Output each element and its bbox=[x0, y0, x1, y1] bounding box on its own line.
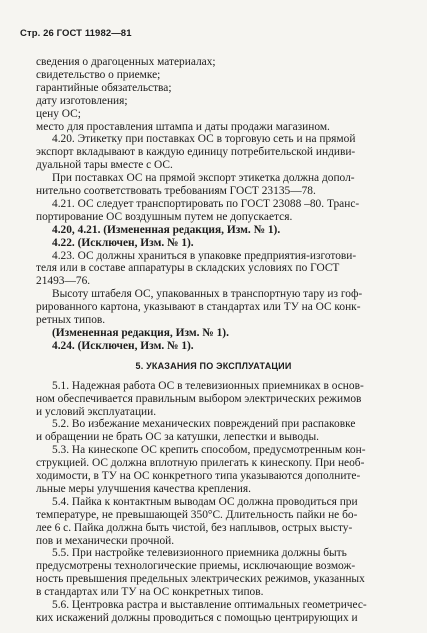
text-line: дату изготовления; bbox=[36, 94, 128, 107]
text-line: и условий эксплуатации. bbox=[36, 405, 157, 418]
text-line: рированного картона, указывают в стандартах или ТУ на ОС конк- bbox=[36, 301, 361, 314]
section-title: 5. УКАЗАНИЯ ПО ЭКСПЛУАТАЦИИ bbox=[135, 360, 292, 371]
text-line: в стандартах или ТУ на ОС конкретных типов. bbox=[36, 586, 264, 599]
text-line: нительно соответствовать требованиям ГОСТ 23135—78. bbox=[36, 185, 316, 197]
text-line: предусмотрены технологические приемы, исключающие возмож- bbox=[36, 560, 356, 573]
text-line: ретных типов. bbox=[36, 314, 106, 326]
text-line: струкцией. ОС должна вплотную прилегать к кинескопу. При необ- bbox=[36, 457, 365, 470]
text-line: 21493—76. bbox=[36, 275, 91, 288]
text-line: портирование ОС воздушным путем не допускается. bbox=[36, 210, 293, 223]
text-line: лее 6 с. Пайка должна быть чистой, без наплывов, острых высту- bbox=[36, 521, 353, 534]
text-line: ходимости, в ТУ на ОС конкретного типа указываются дополните- bbox=[36, 470, 361, 482]
text-line: 4.22. (Исключен, Изм. № 1). bbox=[52, 236, 194, 249]
text-line: ких искажений должны проводиться с помощью центрирующих и bbox=[36, 611, 358, 624]
text-line: 4.23. ОС должны храниться в упаковке предприятия-изготови- bbox=[52, 249, 357, 262]
page-header: Стр. 26 ГОСТ 11982—81 bbox=[20, 28, 132, 39]
text-line: цену ОС; bbox=[36, 107, 81, 120]
text-line: При поставках ОС на прямой экспорт этикетка должна допол- bbox=[52, 172, 355, 185]
text-line: дуальной тары вместе с ОС. bbox=[36, 159, 173, 172]
text-line: льные меры улучшения качества крепления. bbox=[36, 482, 251, 495]
text-line: 4.20, 4.21. (Измененная редакция, Изм. № 1). bbox=[52, 223, 281, 236]
text-line: 4.20. Этикетку при поставках ОС в торговую сеть и на прямой bbox=[52, 133, 356, 146]
text-line: 5.4. Пайка к контактным выводам ОС должна проводиться при bbox=[52, 495, 358, 508]
text-line: ность превышения предельных электрических режимов, указанных bbox=[36, 573, 365, 586]
text-line: температуре, не превышающей 350°С. Длительность пайки не бо- bbox=[36, 508, 358, 521]
text-line: Высоту штабеля ОС, упакованных в транспортную тару из гоф- bbox=[52, 288, 363, 301]
text-line: ном обеспечивается правильным выбором электрических режимов bbox=[36, 392, 362, 405]
text-line: экспорт вкладывают в каждую единицу потребительской индиви- bbox=[36, 146, 356, 159]
text-line: гарантийные обязательства; bbox=[36, 81, 172, 94]
text-line: теля или в составе аппаратуры в складских условиях по ГОСТ bbox=[36, 262, 340, 275]
text-line: место для проставления штампа и даты продажи магазином. bbox=[36, 120, 330, 133]
text-line: 5.2. Во избежание механических повреждений при распаковке bbox=[52, 418, 356, 431]
text-line: 5.6. Центровка растра и выставление оптимальных геометричес- bbox=[52, 599, 367, 611]
text-line: сведения о драгоценных материалах; bbox=[36, 56, 216, 68]
text-line: 4.24. (Исключен, Изм. № 1). bbox=[52, 339, 194, 352]
text-line: пов и механически прочной. bbox=[36, 534, 175, 547]
text-line: 4.21. ОС следует транспортировать по ГОСТ 23088 –80. Транс- bbox=[52, 197, 360, 210]
text-line: 5.1. Надежная работа ОС в телевизионных приемниках в основ- bbox=[52, 379, 364, 392]
text-line: (Измененная редакция, Изм. № 1). bbox=[52, 326, 229, 339]
text-line: свидетельство о приемке; bbox=[36, 68, 161, 81]
text-line: 5.5. При настройке телевизионного приемника должны быть bbox=[52, 547, 347, 560]
text-line: и обращении не брать ОС за катушки, лепестки и выводы. bbox=[36, 431, 319, 444]
text-line: 5.3. На кинескопе ОС крепить способом, предусмотренным кон- bbox=[52, 444, 366, 457]
